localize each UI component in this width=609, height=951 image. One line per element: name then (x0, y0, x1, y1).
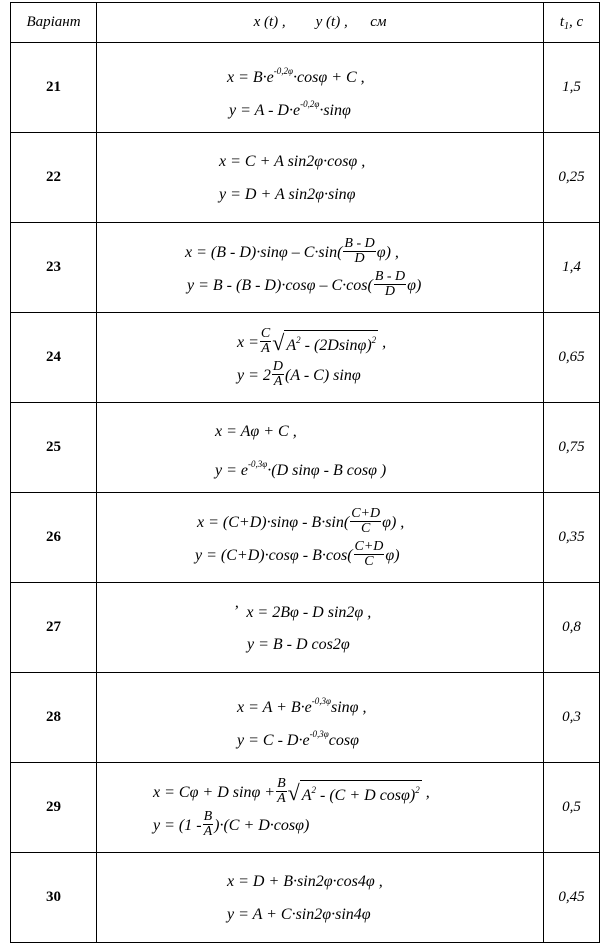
table-row (11, 493, 600, 583)
header-row (11, 3, 600, 43)
t1-value: 0,35 (544, 493, 600, 583)
fraction: $\frac{B}{A}$ (277, 776, 286, 807)
formula-cell (97, 763, 544, 853)
variant-number: 22 (11, 133, 97, 223)
y-formula: y = 2 $\frac{D}{A}$ (A - C) sinφ (237, 359, 361, 390)
variant-number: 30 (11, 853, 97, 943)
fraction: $\frac{C+D}{C}$ (351, 506, 381, 537)
x-formula: $x = A + B\cdot e^{-0,3\varphi}\sin\varphi$ , (237, 695, 367, 716)
y-formula: y = (1 - $\frac{B}{A}$ )·(C + D·cosφ) (153, 809, 310, 840)
t1-value: 0,8 (544, 583, 600, 673)
header-variant: Варіант (11, 3, 97, 43)
t1-value: 0,3 (544, 673, 600, 763)
x-formula: x = $\frac{C}{A}$ √ $A^2 - (2Dsin\varphi)^2$ , (97, 325, 543, 358)
variant-number: 24 (11, 313, 97, 403)
table-row (11, 313, 600, 403)
variant-number: 23 (11, 223, 97, 313)
variant-number: 25 (11, 403, 97, 493)
formula-cell (97, 133, 544, 223)
formula-cell (97, 313, 544, 403)
y-formula: $y = e^{-0,3\varphi}\cdot(D$ sinφ - B cosφ ) (215, 458, 387, 479)
x-formula: x = (B - D)·sinφ – C·sin( $\frac{B - D}{D}$ φ) , (185, 236, 399, 267)
table-row (11, 43, 600, 133)
x-formula: ’ x = 2Bφ - D sin2φ , (233, 603, 372, 621)
square-root: √ $A^2 - (C + D$ cosφ)$^2$ (287, 779, 420, 805)
x-formula: x = C + A sin2φ·cosφ , (219, 152, 366, 170)
fraction: $\frac{B - D}{D}$ (374, 269, 406, 300)
formula-cell (97, 583, 544, 673)
table-row (11, 133, 600, 223)
y-formula: $y = C - D\cdot e^{-0,3\varphi}\cos\varphi$ (237, 728, 359, 749)
header-formula (97, 3, 544, 43)
header-t1: $t_1$, c (544, 3, 600, 43)
x-formula: x = (C+D)·sinφ - B·sin( $\frac{C+D}{C}$ φ) , (197, 506, 405, 537)
table-row (11, 673, 600, 763)
table-row (11, 583, 600, 673)
t1-value: 0,25 (544, 133, 600, 223)
table-row (11, 853, 600, 943)
variant-number: 21 (11, 43, 97, 133)
table-row (11, 403, 600, 493)
y-formula: $y = A - D\cdot e^{-0,2\varphi}\cdot\sin\varphi$ (229, 98, 351, 119)
t1-value: 0,45 (544, 853, 600, 943)
formula-cell (97, 403, 544, 493)
header-formula-text: x (t) , y (t) , см (253, 14, 387, 30)
variant-number: 26 (11, 493, 97, 583)
fraction: $\frac{B}{A}$ (203, 809, 213, 840)
t1-value: 1,5 (544, 43, 600, 133)
x-formula: x = Aφ + C , (215, 422, 297, 440)
variant-number: 28 (11, 673, 97, 763)
table-row (11, 763, 600, 853)
stray-mark: ’ (233, 603, 239, 621)
t1-value: 0,75 (544, 403, 600, 493)
t1-value: 1,4 (544, 223, 600, 313)
variant-number: 27 (11, 583, 97, 673)
formula-cell (97, 223, 544, 313)
formula-cell (97, 673, 544, 763)
x-formula: x = Cφ + D sinφ + $\frac{B}{A}$ √ $A^2 - (C + D$ cosφ)$^2$ , (97, 775, 543, 808)
formula-cell (97, 853, 544, 943)
variants-table (10, 2, 600, 943)
y-formula: y = D + A sin2φ·sinφ (219, 185, 356, 203)
fraction: $\frac{C+D}{C}$ (354, 539, 384, 570)
t1-value: 0,5 (544, 763, 600, 853)
fraction: $\frac{B - D}{D}$ (344, 236, 375, 267)
table-row (11, 223, 600, 313)
y-formula: y = (C+D)·cosφ - B·cos( $\frac{C+D}{C}$ φ) (195, 539, 400, 570)
y-formula: y = B - (B - D)·cosφ – C·cos( $\frac{B - D}{D}$ φ) (187, 269, 422, 300)
y-formula: y = B - D cos2φ (247, 635, 350, 653)
formula-cell (97, 493, 544, 583)
t1-value: 0,65 (544, 313, 600, 403)
x-formula: $x = B\cdot e^{-0,2\varphi}\cdot\cos\varphi + C$ , (227, 65, 365, 86)
y-formula: y = A + C·sin2φ·sin4φ (227, 905, 371, 923)
x-formula: x = D + B·sin2φ·cos4φ , (227, 872, 383, 890)
variant-number: 29 (11, 763, 97, 853)
fraction: $\frac{D}{A}$ (272, 359, 284, 390)
formula-cell (97, 43, 544, 133)
fraction: $\frac{C}{A}$ (260, 326, 271, 357)
square-root: √ $A^2 - (2Dsin\varphi)^2$ (272, 329, 377, 355)
